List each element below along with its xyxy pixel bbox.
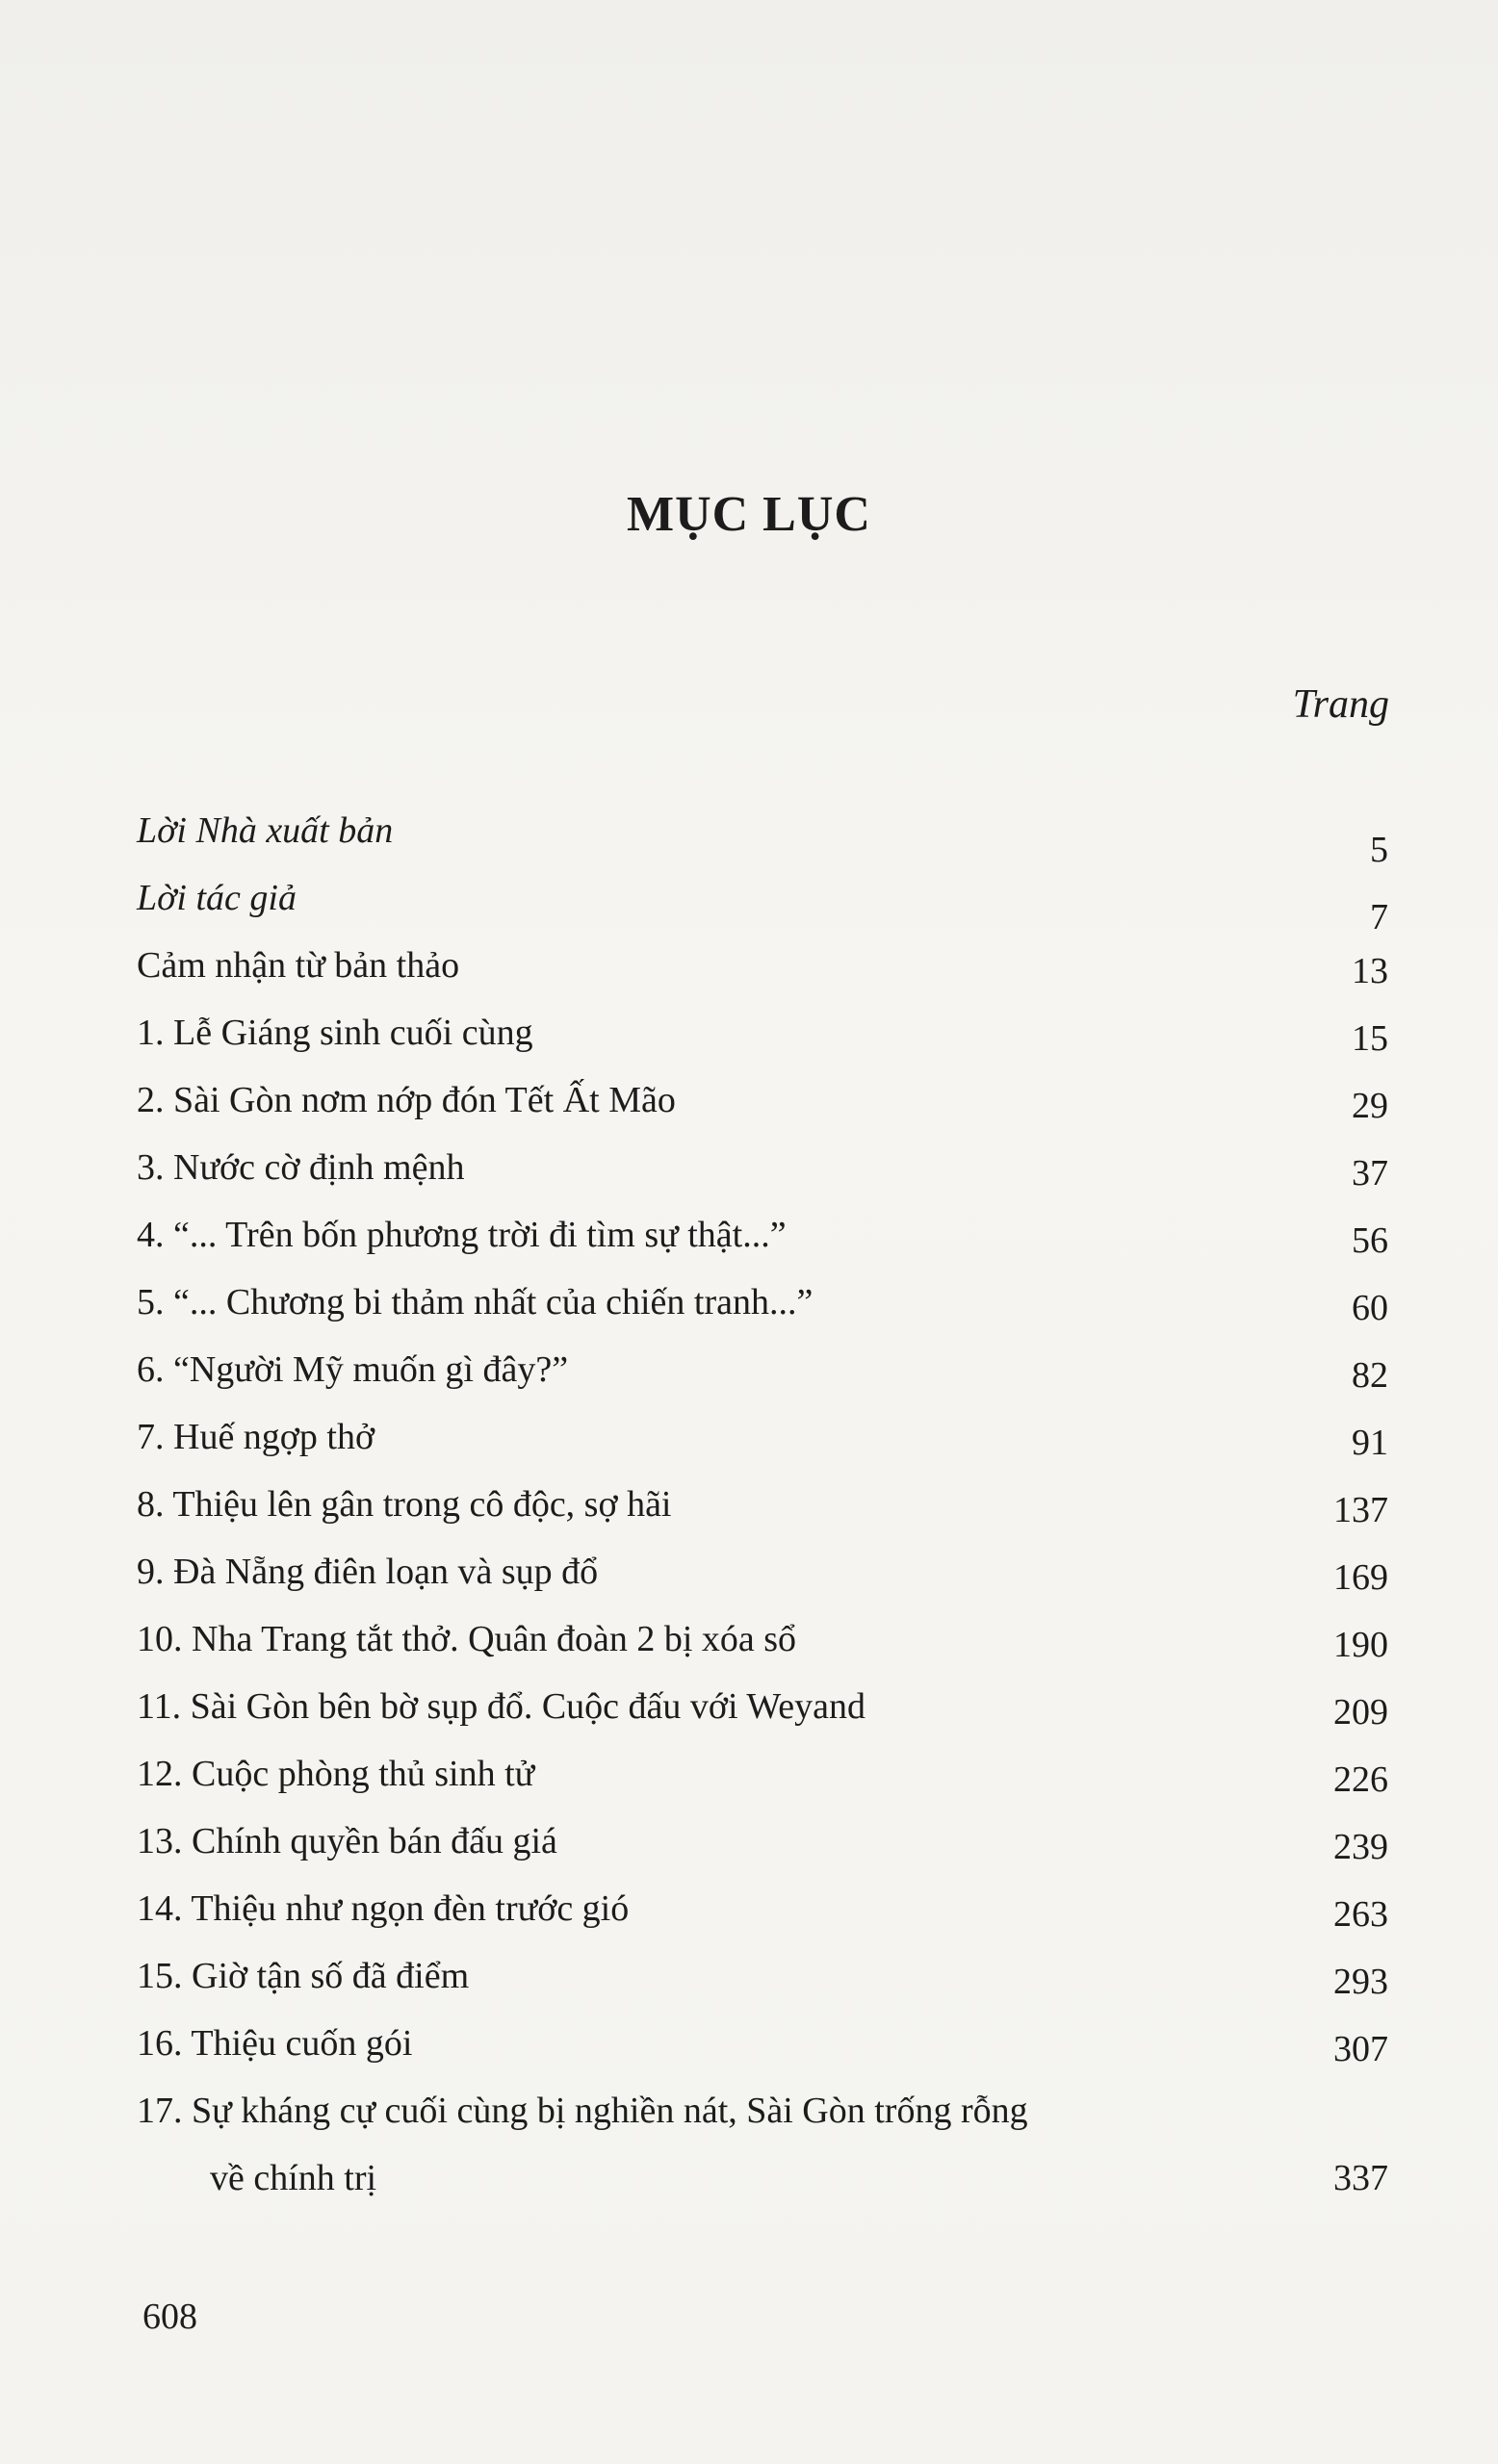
toc-entry-label: Lời tác giả bbox=[137, 878, 297, 918]
toc-entry-page: 7 bbox=[1370, 897, 1388, 937]
toc-entry-page: 60 bbox=[1352, 1288, 1388, 1328]
toc-entry-page: 91 bbox=[1352, 1423, 1388, 1463]
toc-entry-label: 9. Đà Nẵng điên loạn và sụp đổ bbox=[137, 1552, 599, 1592]
page-column-header: Trang bbox=[1292, 682, 1389, 727]
toc-entry-label: 4. “... Trên bốn phương trời đi tìm sự thật...” bbox=[137, 1215, 787, 1255]
toc-entry-page: 239 bbox=[1333, 1827, 1388, 1867]
toc-entry-page: 5 bbox=[1370, 830, 1388, 870]
toc-entry-label: 2. Sài Gòn nơm nớp đón Tết Ất Mão bbox=[137, 1080, 676, 1120]
toc-entry-page: 137 bbox=[1333, 1490, 1388, 1530]
toc-entry-page: 190 bbox=[1333, 1625, 1388, 1665]
toc-entry-page: 263 bbox=[1333, 1894, 1388, 1935]
toc-entry-page: 169 bbox=[1333, 1557, 1388, 1598]
toc-entry-page: 293 bbox=[1333, 1962, 1388, 2002]
toc-entry-label: Cảm nhận từ bản thảo bbox=[137, 945, 460, 986]
toc-entry-label: 15. Giờ tận số đã điểm bbox=[137, 1956, 470, 1996]
toc-entry-label-continued: về chính trị bbox=[210, 2158, 377, 2198]
toc-entry-page: 209 bbox=[1333, 1692, 1388, 1732]
toc-entry-label: 1. Lễ Giáng sinh cuối cùng bbox=[137, 1013, 533, 1053]
toc-entry-label: 17. Sự kháng cự cuối cùng bị nghiền nát, Sài Gòn trống rỗng bbox=[137, 2091, 1028, 2131]
toc-entry-label: 5. “... Chương bi thảm nhất của chiến tranh...” bbox=[137, 1282, 814, 1322]
toc-entry-page: 82 bbox=[1352, 1355, 1388, 1396]
toc-entry-page: 13 bbox=[1352, 951, 1388, 991]
toc-entry-page: 337 bbox=[1333, 2158, 1388, 2198]
page-title: MỤC LỤC bbox=[627, 487, 871, 542]
toc-entry-page: 29 bbox=[1352, 1086, 1388, 1126]
page-number-footer: 608 bbox=[142, 2297, 197, 2337]
toc-entry-page: 56 bbox=[1352, 1220, 1388, 1261]
toc-entry-label: 10. Nha Trang tắt thở. Quân đoàn 2 bị xóa sổ bbox=[137, 1619, 797, 1659]
toc-entry-label: 8. Thiệu lên gân trong cô độc, sợ hãi bbox=[137, 1484, 672, 1525]
toc-entry-label: 16. Thiệu cuốn gói bbox=[137, 2023, 413, 2064]
toc-entry-page: 226 bbox=[1333, 1759, 1388, 1800]
toc-entry-page: 307 bbox=[1333, 2029, 1388, 2069]
toc-entry-label: 6. “Người Mỹ muốn gì đây?” bbox=[137, 1349, 569, 1390]
toc-entry-label: 7. Huế ngợp thở bbox=[137, 1417, 375, 1457]
toc-entry-label: 12. Cuộc phòng thủ sinh tử bbox=[137, 1754, 535, 1794]
toc-entry-label: 11. Sài Gòn bên bờ sụp đổ. Cuộc đấu với Weyand bbox=[137, 1686, 865, 1727]
toc-entry-label: 14. Thiệu như ngọn đèn trước gió bbox=[137, 1888, 630, 1929]
toc-entry-label: Lời Nhà xuất bản bbox=[137, 810, 394, 851]
toc-entry-label: 13. Chính quyền bán đấu giá bbox=[137, 1821, 557, 1861]
toc-entry-page: 15 bbox=[1352, 1018, 1388, 1059]
toc-entry-label: 3. Nước cờ định mệnh bbox=[137, 1147, 465, 1188]
toc-entry-page: 37 bbox=[1352, 1153, 1388, 1194]
